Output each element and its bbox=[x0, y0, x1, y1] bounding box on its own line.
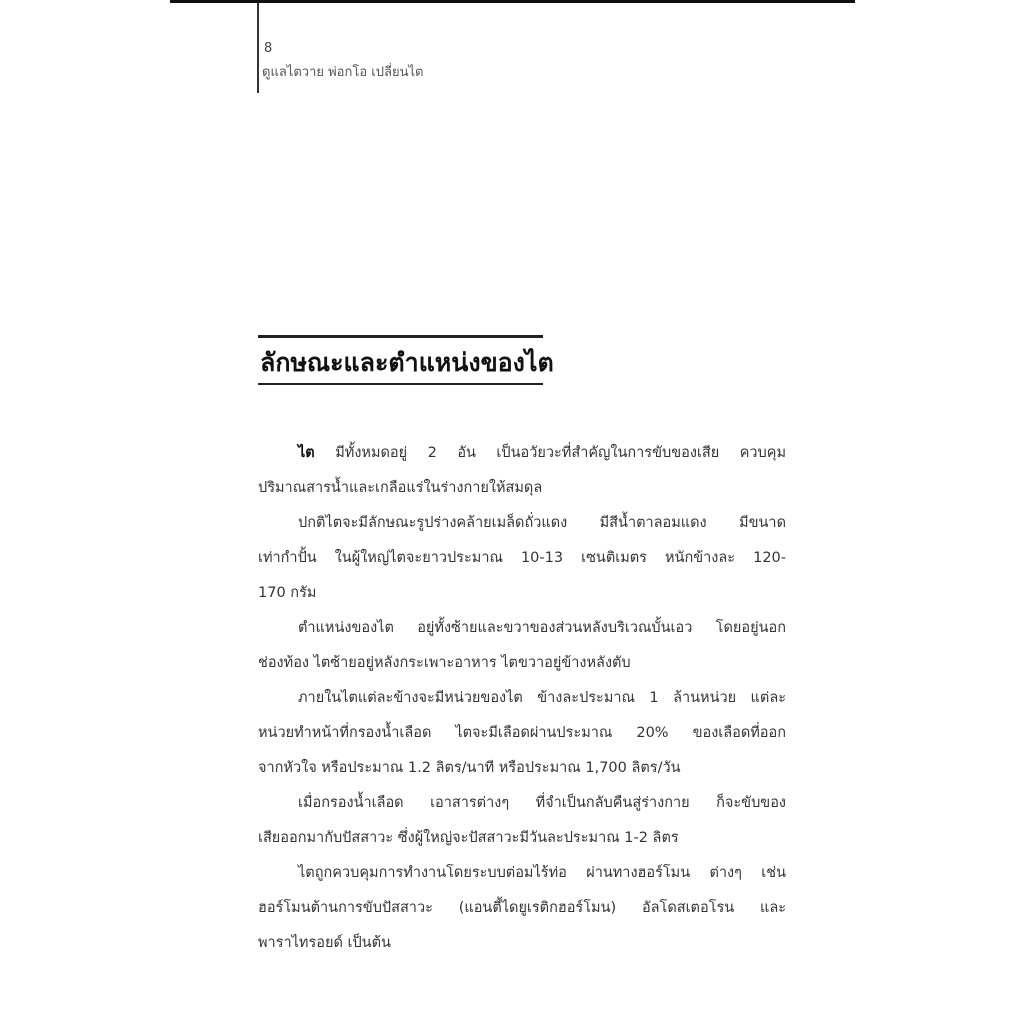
running-head: ดูแลไตวาย พ่อกโอ เปลี่ยนไต bbox=[262, 65, 424, 80]
paragraph-2-line-3: 170 กรัม bbox=[258, 585, 317, 601]
heading-rule-top bbox=[258, 335, 543, 338]
paragraph-4-line-2: หน่วยทำหน้าที่กรองน้ำเลือด ไตจะมีเลือดผ่านประมาณ 20% ของเลือดที่ออก bbox=[258, 725, 786, 741]
paragraph-1-line-1-text: มีทั้งหมดอยู่ 2 อัน เป็นอวัยวะที่สำคัญในการขับของเสีย ควบคุม bbox=[314, 445, 786, 461]
body-text bbox=[258, 436, 786, 961]
paragraph-4-line-1: ภายในไตแต่ละข้างจะมีหน่วยของไต ข้างละประมาณ 1 ล้านหน่วย แต่ละ bbox=[298, 690, 786, 706]
paragraph-3-line-1: ตำแหน่งของไต อยู่ทั้งซ้ายและขวาของส่วนหลังบริเวณบั้นเอว โดยอยู่นอก bbox=[298, 620, 786, 636]
heading-rule-bottom bbox=[258, 383, 543, 385]
paragraph-6-line-3: พาราไทรอยด์ เป็นต้น bbox=[258, 935, 391, 951]
paragraph-2-line-1: ปกติไตจะมีลักษณะรูปร่างคล้ายเมล็ดถั่วแดง มีสีน้ำตาลอมแดง มีขนาด bbox=[298, 515, 786, 531]
paragraph-5-line-1: เมื่อกรองน้ำเลือด เอาสารต่างๆ ที่จำเป็นกลับคืนสู่ร่างกาย ก็จะขับของ bbox=[298, 795, 786, 811]
paragraph-1-line-2: ปริมาณสารน้ำและเกลือแร่ในร่างกายให้สมดุล bbox=[258, 480, 543, 496]
section-heading: ลักษณะและตำแหน่งของไต bbox=[260, 348, 554, 377]
paragraph-6-line-1: ไตถูกควบคุมการทำงานโดยระบบต่อมไร้ท่อ ผ่านทางฮอร์โมน ต่างๆ เช่น bbox=[298, 865, 786, 881]
page-number: 8 bbox=[264, 41, 273, 56]
paragraph-5-line-2: เสียออกมากับปัสสาวะ ซึ่งผู้ใหญ่จะปัสสาวะมีวันละประมาณ 1-2 ลิตร bbox=[258, 830, 679, 846]
top-border-rule bbox=[170, 0, 855, 3]
paragraph-1-line-1 bbox=[258, 436, 786, 471]
term-kidney: ไต bbox=[298, 445, 315, 461]
paragraph-4-line-3: จากหัวใจ หรือประมาณ 1.2 ลิตร/นาที หรือประมาณ 1,700 ลิตร/วัน bbox=[258, 760, 681, 776]
paragraph-3-line-2: ช่องท้อง ไตซ้ายอยู่หลังกระเพาะอาหาร ไตขวาอยู่ข้างหลังตับ bbox=[258, 655, 631, 671]
header-vertical-rule bbox=[257, 3, 259, 93]
paragraph-2-line-2: เท่ากำปั้น ในผู้ใหญ่ไตจะยาวประมาณ 10-13 เซนติเมตร หนักข้างละ 120- bbox=[258, 550, 786, 566]
paragraph-6-line-2: ฮอร์โมนต้านการขับปัสสาวะ (แอนตี้ไดยูเรติกฮอร์โมน) อัลโดสเตอโรน และ bbox=[258, 900, 786, 916]
